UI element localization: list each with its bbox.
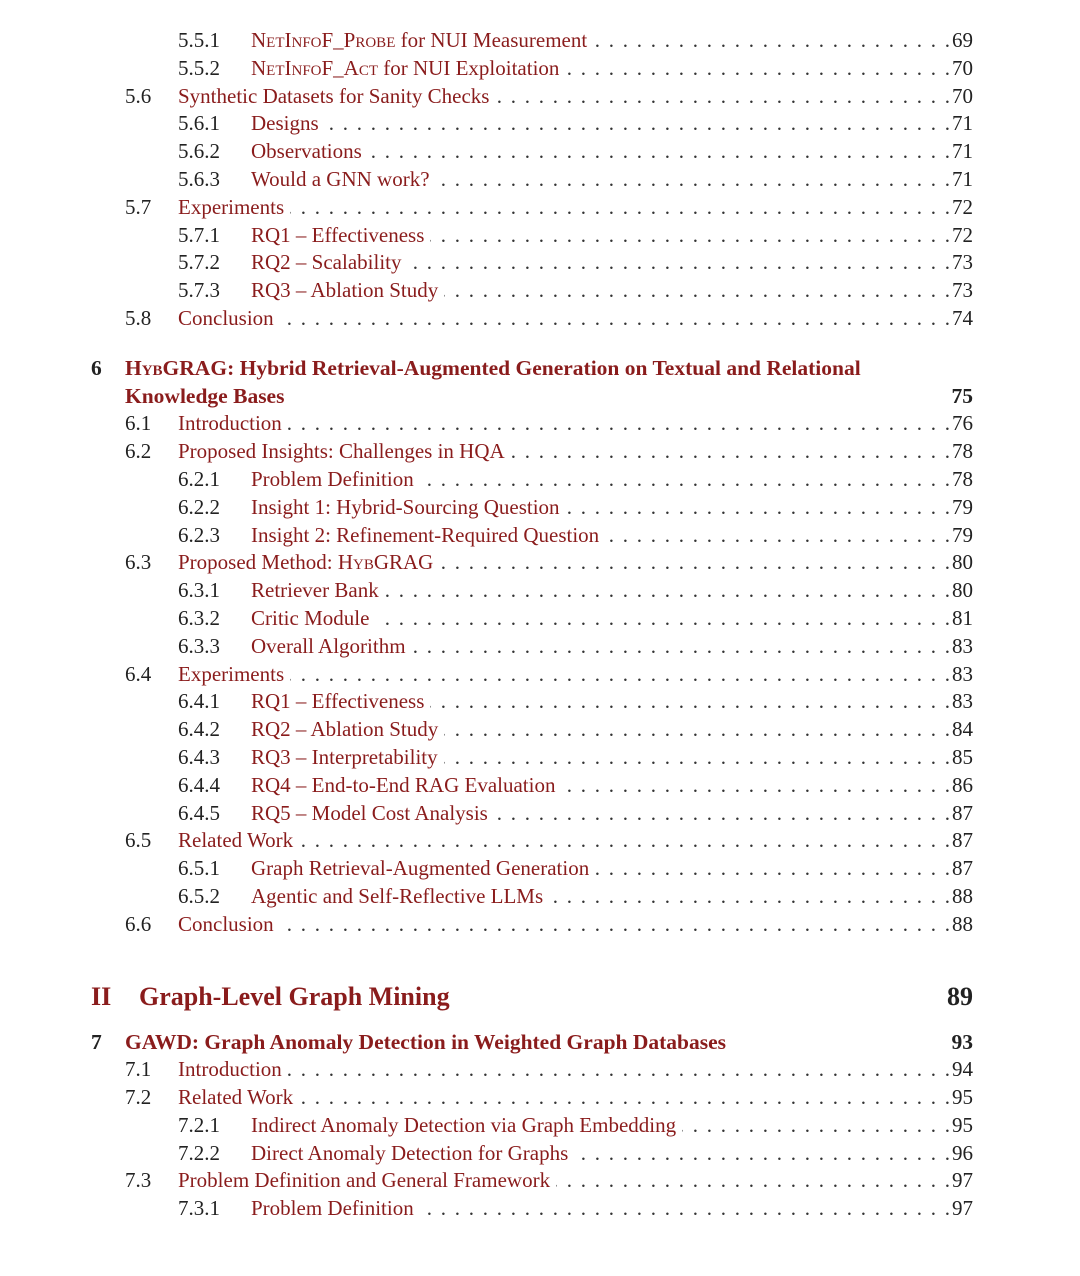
entry-title-main: RQ1 – Effectiveness (251, 222, 425, 247)
toc-entry[interactable] (0, 1112, 1080, 1140)
toc-entry[interactable] (0, 522, 1080, 550)
entry-title-text (251, 277, 438, 305)
page-number: 79 (952, 494, 973, 519)
toc-chapter[interactable] (0, 1029, 1080, 1057)
entry-title-main: Related Work (178, 828, 294, 853)
dot-leader (368, 138, 950, 166)
entry-title-text (178, 438, 505, 466)
dot-leader (444, 277, 950, 305)
dot-leader (420, 466, 950, 494)
toc-entry[interactable] (0, 605, 1080, 633)
entry-title-text (251, 1112, 676, 1140)
entry-title[interactable] (251, 855, 950, 883)
entry-title[interactable] (251, 633, 950, 661)
page-number: 81 (952, 605, 973, 630)
page-number: 85 (952, 744, 973, 769)
page-number: 75 (951, 383, 973, 408)
entry-title-text (251, 110, 319, 138)
toc-entry[interactable] (0, 549, 1080, 577)
dot-leader (280, 911, 950, 939)
entry-title-main: Problem Definition (251, 1196, 414, 1221)
toc-entry[interactable] (0, 661, 1080, 689)
toc-entry[interactable] (0, 277, 1080, 305)
entry-number: 7.2.2 (178, 1140, 220, 1165)
entry-title[interactable] (178, 305, 950, 333)
page-number: 78 (952, 466, 973, 491)
entry-title-main: Synthetic Datasets for Sanity Checks (178, 83, 490, 108)
entry-title-main: Insight 2: Refinement-Required Question (251, 522, 600, 547)
dot-leader (566, 494, 950, 522)
entry-title-text (178, 1056, 282, 1084)
page-number: 87 (952, 856, 973, 881)
entry-title-text (251, 800, 488, 828)
entry-title-text (251, 466, 414, 494)
page-number: 72 (952, 222, 973, 247)
entry-title-main: RQ5 – Model Cost Analysis (251, 800, 488, 825)
entry-title-text (125, 355, 861, 383)
entry-number: 5.7 (125, 194, 152, 219)
dot-leader (556, 1167, 950, 1195)
entry-title[interactable] (251, 1140, 950, 1168)
entry-title-main: Proposed Insights: Challenges in HQA (178, 439, 505, 464)
toc-entry[interactable] (0, 772, 1080, 800)
toc-entry[interactable] (0, 716, 1080, 744)
entry-number: 6.4.5 (178, 800, 220, 825)
entry-title-main: Experiments (178, 194, 285, 219)
entry-title-main: Introduction (178, 1057, 282, 1082)
page-number: 72 (952, 194, 973, 219)
entry-number: 5.6.1 (178, 111, 220, 136)
entry-title-main: Critic Module (251, 605, 370, 630)
entry-title-main: : Hybrid Retrieval-Augmented Generation on Textual and Relational (227, 355, 861, 380)
entry-number: 6.6 (125, 911, 152, 936)
entry-title-smallcaps: NetInfoF_Probe (251, 28, 396, 52)
page-number: 74 (952, 305, 973, 330)
entry-number: II (91, 981, 112, 1011)
entry-title-main: RQ3 – Ablation Study (251, 278, 439, 303)
toc-entry[interactable] (0, 800, 1080, 828)
toc-entry[interactable] (0, 1167, 1080, 1195)
page-number: 83 (952, 689, 973, 714)
entry-title[interactable] (251, 27, 950, 55)
entry-title-main: Problem Definition and General Framework (178, 1168, 551, 1193)
dot-leader (494, 800, 950, 828)
dot-leader (436, 166, 950, 194)
entry-title-text (251, 688, 424, 716)
dot-leader (375, 605, 950, 633)
toc-entry[interactable] (0, 55, 1080, 83)
entry-title-text (251, 494, 560, 522)
entry-number: 6.1 (125, 411, 152, 436)
entry-title-text (178, 911, 274, 939)
dot-leader (412, 633, 950, 661)
entry-title-text (251, 1140, 568, 1168)
page-number: 87 (952, 828, 973, 853)
page-number: 96 (952, 1140, 973, 1165)
page-number: 95 (952, 1112, 973, 1137)
entry-title-main: Conclusion (178, 911, 274, 936)
toc-entry[interactable] (0, 494, 1080, 522)
dot-leader (408, 249, 951, 277)
entry-title[interactable] (251, 800, 950, 828)
entry-title-text (251, 744, 438, 772)
entry-number: 7.2 (125, 1085, 152, 1110)
page-number: 76 (952, 411, 973, 436)
dot-leader (288, 410, 950, 438)
entry-title-main: for NUI Measurement (395, 28, 588, 52)
page-number: 86 (952, 772, 973, 797)
dot-leader (420, 1195, 950, 1223)
entry-number: 5.7.2 (178, 250, 220, 275)
entry-title-text (251, 27, 587, 55)
entry-title[interactable] (178, 438, 950, 466)
toc-entry[interactable] (0, 110, 1080, 138)
entry-number: 5.5.1 (178, 28, 220, 52)
toc-entry[interactable] (0, 911, 1080, 939)
entry-number: 5.7.3 (178, 278, 220, 303)
dot-leader (595, 855, 950, 883)
entry-title[interactable] (251, 138, 950, 166)
entry-title-text (178, 194, 284, 222)
entry-title[interactable] (251, 277, 950, 305)
toc-entry[interactable] (0, 827, 1080, 855)
entry-title-main: GAWD: Graph Anomaly Detection in Weighted Graph Databases (125, 1029, 727, 1054)
entry-number: 6.3.2 (178, 605, 220, 630)
entry-number: 5.6.3 (178, 166, 220, 191)
dot-leader (430, 222, 950, 250)
entry-title-text (139, 977, 450, 1017)
toc-entry[interactable] (0, 27, 1080, 55)
entry-title[interactable] (251, 494, 950, 522)
entry-title-main: Graph-Level Graph Mining (139, 981, 450, 1011)
entry-number: 6.2.2 (178, 494, 220, 519)
entry-title-text (251, 855, 589, 883)
page-number: 69 (952, 28, 973, 52)
page-number: 83 (952, 633, 973, 658)
entry-title-text (251, 249, 402, 277)
page-number: 84 (952, 717, 973, 742)
dot-leader (605, 522, 950, 550)
entry-number: 6.4.4 (178, 772, 220, 797)
entry-title-text (251, 522, 599, 550)
dot-leader (385, 577, 950, 605)
dot-leader (288, 1056, 950, 1084)
dot-leader (593, 27, 950, 55)
entry-title[interactable] (251, 222, 950, 250)
entry-title-text (125, 1029, 726, 1057)
entry-title-text (178, 410, 282, 438)
dot-leader (290, 661, 950, 689)
toc-chapter-continued[interactable] (0, 383, 1080, 411)
toc-entry[interactable] (0, 744, 1080, 772)
toc-part[interactable] (0, 977, 1080, 1017)
page-number: 94 (952, 1057, 973, 1082)
entry-number: 5.6 (125, 83, 152, 108)
entry-title-main: Observations (251, 139, 362, 164)
entry-title[interactable] (251, 110, 950, 138)
dot-leader (444, 744, 950, 772)
entry-title-line2: Knowledge Bases (125, 383, 285, 408)
entry-number: 6.5.2 (178, 883, 220, 908)
toc-entry[interactable] (0, 883, 1080, 911)
entry-title-text (251, 633, 406, 661)
page-number: 70 (952, 55, 973, 80)
entry-number: 6.4.1 (178, 689, 220, 714)
toc-entry[interactable] (0, 577, 1080, 605)
dot-leader (280, 305, 950, 333)
toc-entry[interactable] (0, 166, 1080, 194)
entry-number: 6.4.3 (178, 744, 220, 769)
entry-title-main: Would a GNN work? (251, 166, 430, 191)
entry-number: 5.7.1 (178, 222, 220, 247)
entry-number: 7.3.1 (178, 1196, 220, 1221)
entry-title[interactable] (125, 355, 950, 383)
page-number: 71 (952, 139, 973, 164)
toc-entry[interactable] (0, 1195, 1080, 1223)
toc-entry[interactable] (0, 1084, 1080, 1112)
entry-title-smallcaps: HybGRAG (337, 550, 434, 575)
entry-title[interactable] (178, 549, 950, 577)
entry-title[interactable] (178, 83, 950, 111)
entry-title[interactable] (178, 661, 950, 689)
dot-leader (299, 827, 950, 855)
entry-title[interactable] (251, 55, 950, 83)
entry-title-main: RQ3 – Interpretability (251, 744, 438, 769)
entry-title[interactable] (178, 194, 950, 222)
entry-title-text (251, 605, 369, 633)
entry-title-main: Proposed Method: (178, 550, 338, 575)
entry-number: 5.5.2 (178, 55, 220, 80)
entry-title[interactable] (251, 466, 950, 494)
entry-title-text (251, 772, 555, 800)
entry-title-main: Conclusion (178, 305, 274, 330)
entry-number: 6 (91, 355, 102, 380)
entry-title-text (178, 661, 284, 689)
entry-title-main: RQ1 – Effectiveness (251, 689, 425, 714)
dot-leader (574, 1140, 950, 1168)
entry-title[interactable] (251, 716, 950, 744)
entry-title-main: Designs (251, 111, 319, 136)
page-number: 70 (952, 83, 973, 108)
entry-title-text (251, 716, 438, 744)
dot-leader (290, 194, 950, 222)
entry-title[interactable] (178, 410, 950, 438)
entry-title[interactable] (251, 1195, 950, 1223)
toc-entry[interactable] (0, 222, 1080, 250)
toc-entry[interactable] (0, 138, 1080, 166)
entry-title-main: Introduction (178, 411, 282, 436)
toc-entry[interactable] (0, 194, 1080, 222)
entry-title[interactable] (178, 1056, 950, 1084)
page-number: 71 (952, 111, 973, 136)
dot-leader (439, 549, 950, 577)
page-number: 93 (951, 1029, 973, 1054)
page-number: 89 (947, 981, 973, 1011)
page-number: 73 (952, 278, 973, 303)
toc-entry[interactable] (0, 410, 1080, 438)
entry-title-main: RQ2 – Ablation Study (251, 717, 439, 742)
entry-number: 7.3 (125, 1168, 152, 1193)
table-of-contents (0, 27, 1080, 1223)
entry-title[interactable] (178, 827, 950, 855)
toc-chapter[interactable] (0, 355, 1080, 383)
entry-title-main: Overall Algorithm (251, 633, 406, 658)
entry-title-text (251, 55, 559, 83)
entry-title[interactable] (251, 883, 950, 911)
dot-leader (561, 772, 950, 800)
entry-title-text (251, 222, 424, 250)
page-number: 87 (952, 800, 973, 825)
entry-title-smallcaps: HybGRAG (125, 355, 228, 380)
entry-title[interactable] (251, 522, 950, 550)
page-number: 79 (952, 522, 973, 547)
page-number: 78 (952, 439, 973, 464)
entry-number: 7.1 (125, 1057, 152, 1082)
entry-title[interactable] (178, 1167, 950, 1195)
entry-number: 6.4 (125, 661, 152, 686)
entry-title-text (251, 577, 379, 605)
entry-title-main: Insight 1: Hybrid-Sourcing Question (251, 494, 560, 519)
entry-title-text (178, 827, 293, 855)
toc-entry[interactable] (0, 1140, 1080, 1168)
entry-title[interactable] (251, 249, 950, 277)
toc-entry[interactable] (0, 688, 1080, 716)
entry-number: 6.5.1 (178, 856, 220, 881)
dot-leader (511, 438, 950, 466)
entry-title[interactable] (251, 1112, 950, 1140)
entry-number: 6.2.3 (178, 522, 220, 547)
entry-number: 6.3 (125, 550, 152, 575)
entry-title[interactable] (139, 977, 950, 1017)
entry-number: 6.2.1 (178, 466, 220, 491)
entry-title-main: Retriever Bank (251, 578, 379, 603)
entry-title-main: for NUI Exploitation (378, 55, 560, 80)
toc-entry[interactable] (0, 1056, 1080, 1084)
entry-title-text (178, 549, 433, 577)
entry-number: 6.4.2 (178, 717, 220, 742)
entry-title-text (251, 883, 543, 911)
entry-title-main: Agentic and Self-Reflective LLMs (251, 883, 544, 908)
entry-title-main: Direct Anomaly Detection for Graphs (251, 1140, 569, 1165)
entry-number: 5.6.2 (178, 139, 220, 164)
entry-title-main: Indirect Anomaly Detection via Graph Embedding (251, 1112, 677, 1137)
toc-entry[interactable] (0, 633, 1080, 661)
entry-title-text (178, 83, 489, 111)
entry-number: 6.5 (125, 828, 152, 853)
dot-leader (549, 883, 950, 911)
toc-entry[interactable] (0, 438, 1080, 466)
entry-title-text (251, 166, 430, 194)
entry-title-main: Related Work (178, 1085, 294, 1110)
entry-number: 7.2.1 (178, 1112, 220, 1137)
entry-title-main: Problem Definition (251, 466, 414, 491)
entry-title-text (251, 138, 362, 166)
entry-title-text (178, 1167, 550, 1195)
entry-title-smallcaps: NetInfoF_Act (251, 55, 379, 80)
entry-title[interactable] (251, 744, 950, 772)
dot-leader (430, 688, 950, 716)
entry-title-main: RQ2 – Scalability (251, 250, 402, 275)
page-number: 88 (952, 883, 973, 908)
entry-title[interactable] (251, 688, 950, 716)
entry-title[interactable] (251, 605, 950, 633)
dot-leader (299, 1084, 950, 1112)
entry-title-main: Graph Retrieval-Augmented Generation (251, 856, 590, 881)
dot-leader (495, 83, 950, 111)
page-number: 71 (952, 166, 973, 191)
entry-title-main: Experiments (178, 661, 285, 686)
toc-entry[interactable] (0, 305, 1080, 333)
dot-leader (565, 55, 950, 83)
entry-title[interactable] (125, 1029, 950, 1057)
entry-title-text (178, 305, 274, 333)
toc-entry[interactable] (0, 466, 1080, 494)
page-number: 88 (952, 911, 973, 936)
entry-number: 6.3.1 (178, 578, 220, 603)
toc-entry[interactable] (0, 249, 1080, 277)
page-number: 73 (952, 250, 973, 275)
page-number: 95 (952, 1085, 973, 1110)
entry-title-text (251, 1195, 414, 1223)
entry-title[interactable] (251, 772, 950, 800)
entry-title-text (178, 1084, 293, 1112)
dot-leader (682, 1112, 950, 1140)
entry-number: 5.8 (125, 305, 152, 330)
entry-title[interactable] (178, 911, 950, 939)
entry-title[interactable] (251, 577, 950, 605)
entry-title[interactable] (178, 1084, 950, 1112)
page-number: 83 (952, 661, 973, 686)
entry-title-continued[interactable] (125, 383, 950, 411)
page-number: 97 (952, 1168, 973, 1193)
page-number: 80 (952, 550, 973, 575)
toc-entry[interactable] (0, 855, 1080, 883)
entry-number: 6.2 (125, 439, 152, 464)
page-number: 97 (952, 1196, 973, 1221)
dot-leader (325, 110, 950, 138)
page-number: 80 (952, 578, 973, 603)
entry-number: 7 (91, 1029, 102, 1054)
entry-number: 6.3.3 (178, 633, 220, 658)
toc-entry[interactable] (0, 83, 1080, 111)
entry-title[interactable] (251, 166, 950, 194)
dot-leader (444, 716, 950, 744)
entry-title-main: RQ4 – End-to-End RAG Evaluation (251, 772, 556, 797)
